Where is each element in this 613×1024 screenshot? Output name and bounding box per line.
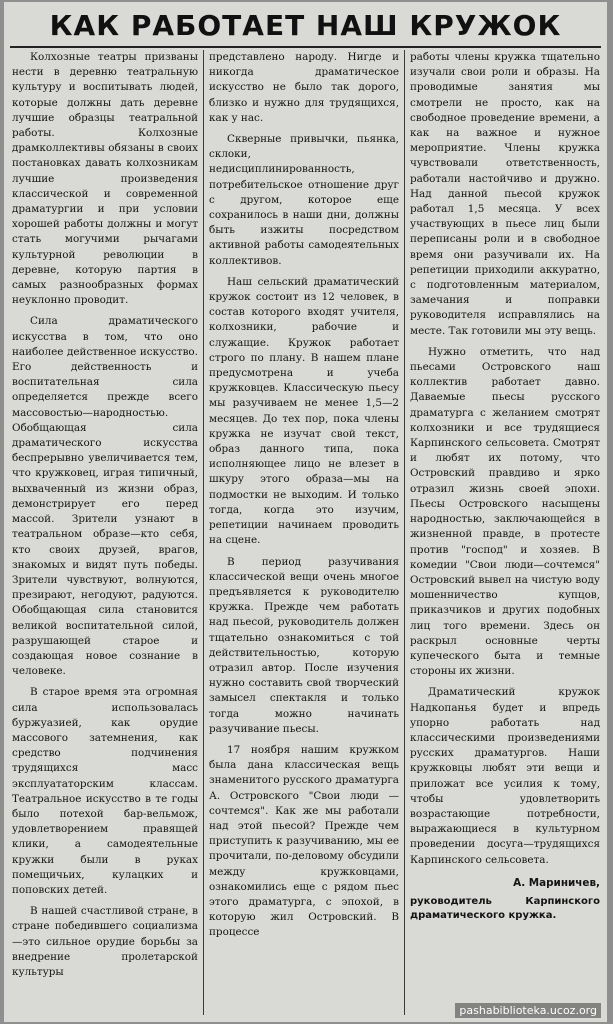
article-column-2: [209, 50, 399, 1015]
paragraph: Нужно отметить, что над пьесами Островского наш коллектив работает давно. Даваемые пьесы русского драматурга с желанием смотрят колхозники и все трудящиеся Карпинского сельсовета. Смотрят и любят их потому, что Островский правдиво и ярко отразил жизнь своей эпохи. Пьесы Островского насыщены народностью, заключающейся в жизненной правде, в протесте против "господ" и хозяев. В комедии "Свои люди—сочтемся" Островский вывел на чистую воду мошенничество купцов, приказчиков и других подобных лиц того времени. Здесь он раскрыл основные черты купеческого быта и темные стороны их жизни.: [410, 345, 600, 678]
paragraph: В старое время эта огромная сила использовалась буржуазией, как орудие массового затемнения, как средство подчинения трудящихся масс эксплуататорским классам. Театральное искусство в те годы было потехой бар-вельмож, удовлетворением правящей клики, а самодеятельные кружки были в руках помещичьих, кулацких и поповских детей.: [12, 686, 198, 896]
paragraph: Колхозные театры призваны нести в деревню театральную культуру и воспитывать людей, которые должны дать деревне лучшие образцы театральной работы. Колхозные драмколлективы обязаны в своих постановках давать колхозникам лучшие произведения классической и современной драматургии и при условии хорошей работы должны и могут стать могучими рычагами культурной революции в деревне, которую партия в самых разнообразных формах неуклонно проводит.: [12, 51, 198, 307]
paragraph: Драматический кружок Надкопанья будет и впредь упорно работать над классическими произведениями русских драматургов. Наши кружковцы любят эти вещи и приложат все усилия к тому, чтобы удовлетворить возрастающие потребности, выражающиеся в культурном проведении досуга—трудящихся Карпинского сельсовета.: [410, 686, 600, 866]
paragraph: В период разучивания классической вещи очень многое предъявляется к руководителю кружка. Прежде чем работать над пьесой, руководитель должен тщательно ознакомиться с той действительностью, которую отразил автор. После изучения нужно составить свой творческий замысел спектакля и только тогда можно начинать разучивание пьесы.: [209, 555, 399, 735]
site-watermark: pashabiblioteka.ucoz.org: [455, 1003, 601, 1018]
paragraph: В нашей счастливой стране, в стране победившего социализма—это сильное орудие борьбы за внедрение пролетарской культуры: [12, 905, 198, 978]
paragraph: Сила драматического искусства в том, что оно наиболее действенное искусство. Его действенность и воспитательная сила определяется прежде всего массовостью—народностью. Обобщающая сила драматического искусства беспрерывно увеличивается тем, что кружковец, играя типичный, выхваченный из жизни образ, демонстрирует его перед массой. Зрители узнают в театральном образе—кто себя, кто своих друзей, врагов, знакомых и видят путь победы. Зрители чувствуют, волнуются, презирают, негодуют, радуются. Обобщающая сила становится великой воспитательной силой, разрушающей старое и создающая новое сознание в человеке.: [12, 315, 198, 678]
paragraph: представлено народу. Нигде и никогда драматическое искусство не было так дорого, близко и нужно для трудящихся, как у нас.: [209, 51, 399, 124]
author-role: руководитель Карпинского драматического кружка.: [410, 895, 600, 921]
paragraph: 17 ноября нашим кружком была дана классическая вещь знаменитого русского драматурга А. Островского "Свои люди — сочтемся". Как же мы работали над этой пьесой? Прежде чем приступить к разучиванию, мы ее прочитали, по-деловому обсудили между кружковцами, ознакомились еще с рядом пьес этого драматурга, с эпохой, в которую жил Островский. В процессе: [209, 743, 399, 939]
article-column-1: [12, 50, 198, 1015]
article-column-3: [410, 50, 600, 1015]
column-divider: [203, 50, 204, 1015]
headline-rule: [10, 46, 601, 48]
article-headline: КАК РАБОТАЕТ НАШ КРУЖОК: [49, 9, 562, 42]
paragraph: Наш сельский драматический кружок состоит из 12 человек, в состав которого входят учителя, колхозники, рабочие и служащие. Кружок работает строго по плану. В нашем плане предусмотрена и учеба кружковцев. Классическую пьесу мы разучиваем не менее 1,5—2 месяцев. До тех пор, пока члены кружка не изучат свой текст, образ данного типа, пока исполняющее лицо не влезет в шкуру этого образа—мы на подмостки не выходим. И только тогда, когда это изучим, репетиции начинаем проводить на сцене.: [209, 275, 399, 547]
newspaper-page: [4, 2, 607, 1022]
paragraph: Скверные привычки, пьянка, склоки, недисциплинированность, потребительское отношение друг с другом, которое еще сохранилось в наши дни, должны быть изжиты посредством активной работы самодеятельных коллективов.: [209, 133, 399, 267]
paragraph: работы члены кружка тщательно изучали свои роли и образы. На проводимые занятия мы смотрели не просто, как на свободное проведение времени, а как на важное и нужное мероприятие. Члены кружка чувствовали ответственность, работали настойчиво и дружно. Над данной пьесой кружок работал 1,5 месяца. У всех участвующих в пьесе лиц были переписаны роли и в свободное время они разучивали их. На репетиции приходили аккуратно, с подготовленным материалом, замечания и поправки руководителя исправлялись на месте. Так готовили мы эту вещь.: [410, 51, 600, 337]
author-name: А. Мариничев,: [513, 876, 600, 889]
column-divider: [404, 50, 405, 1015]
